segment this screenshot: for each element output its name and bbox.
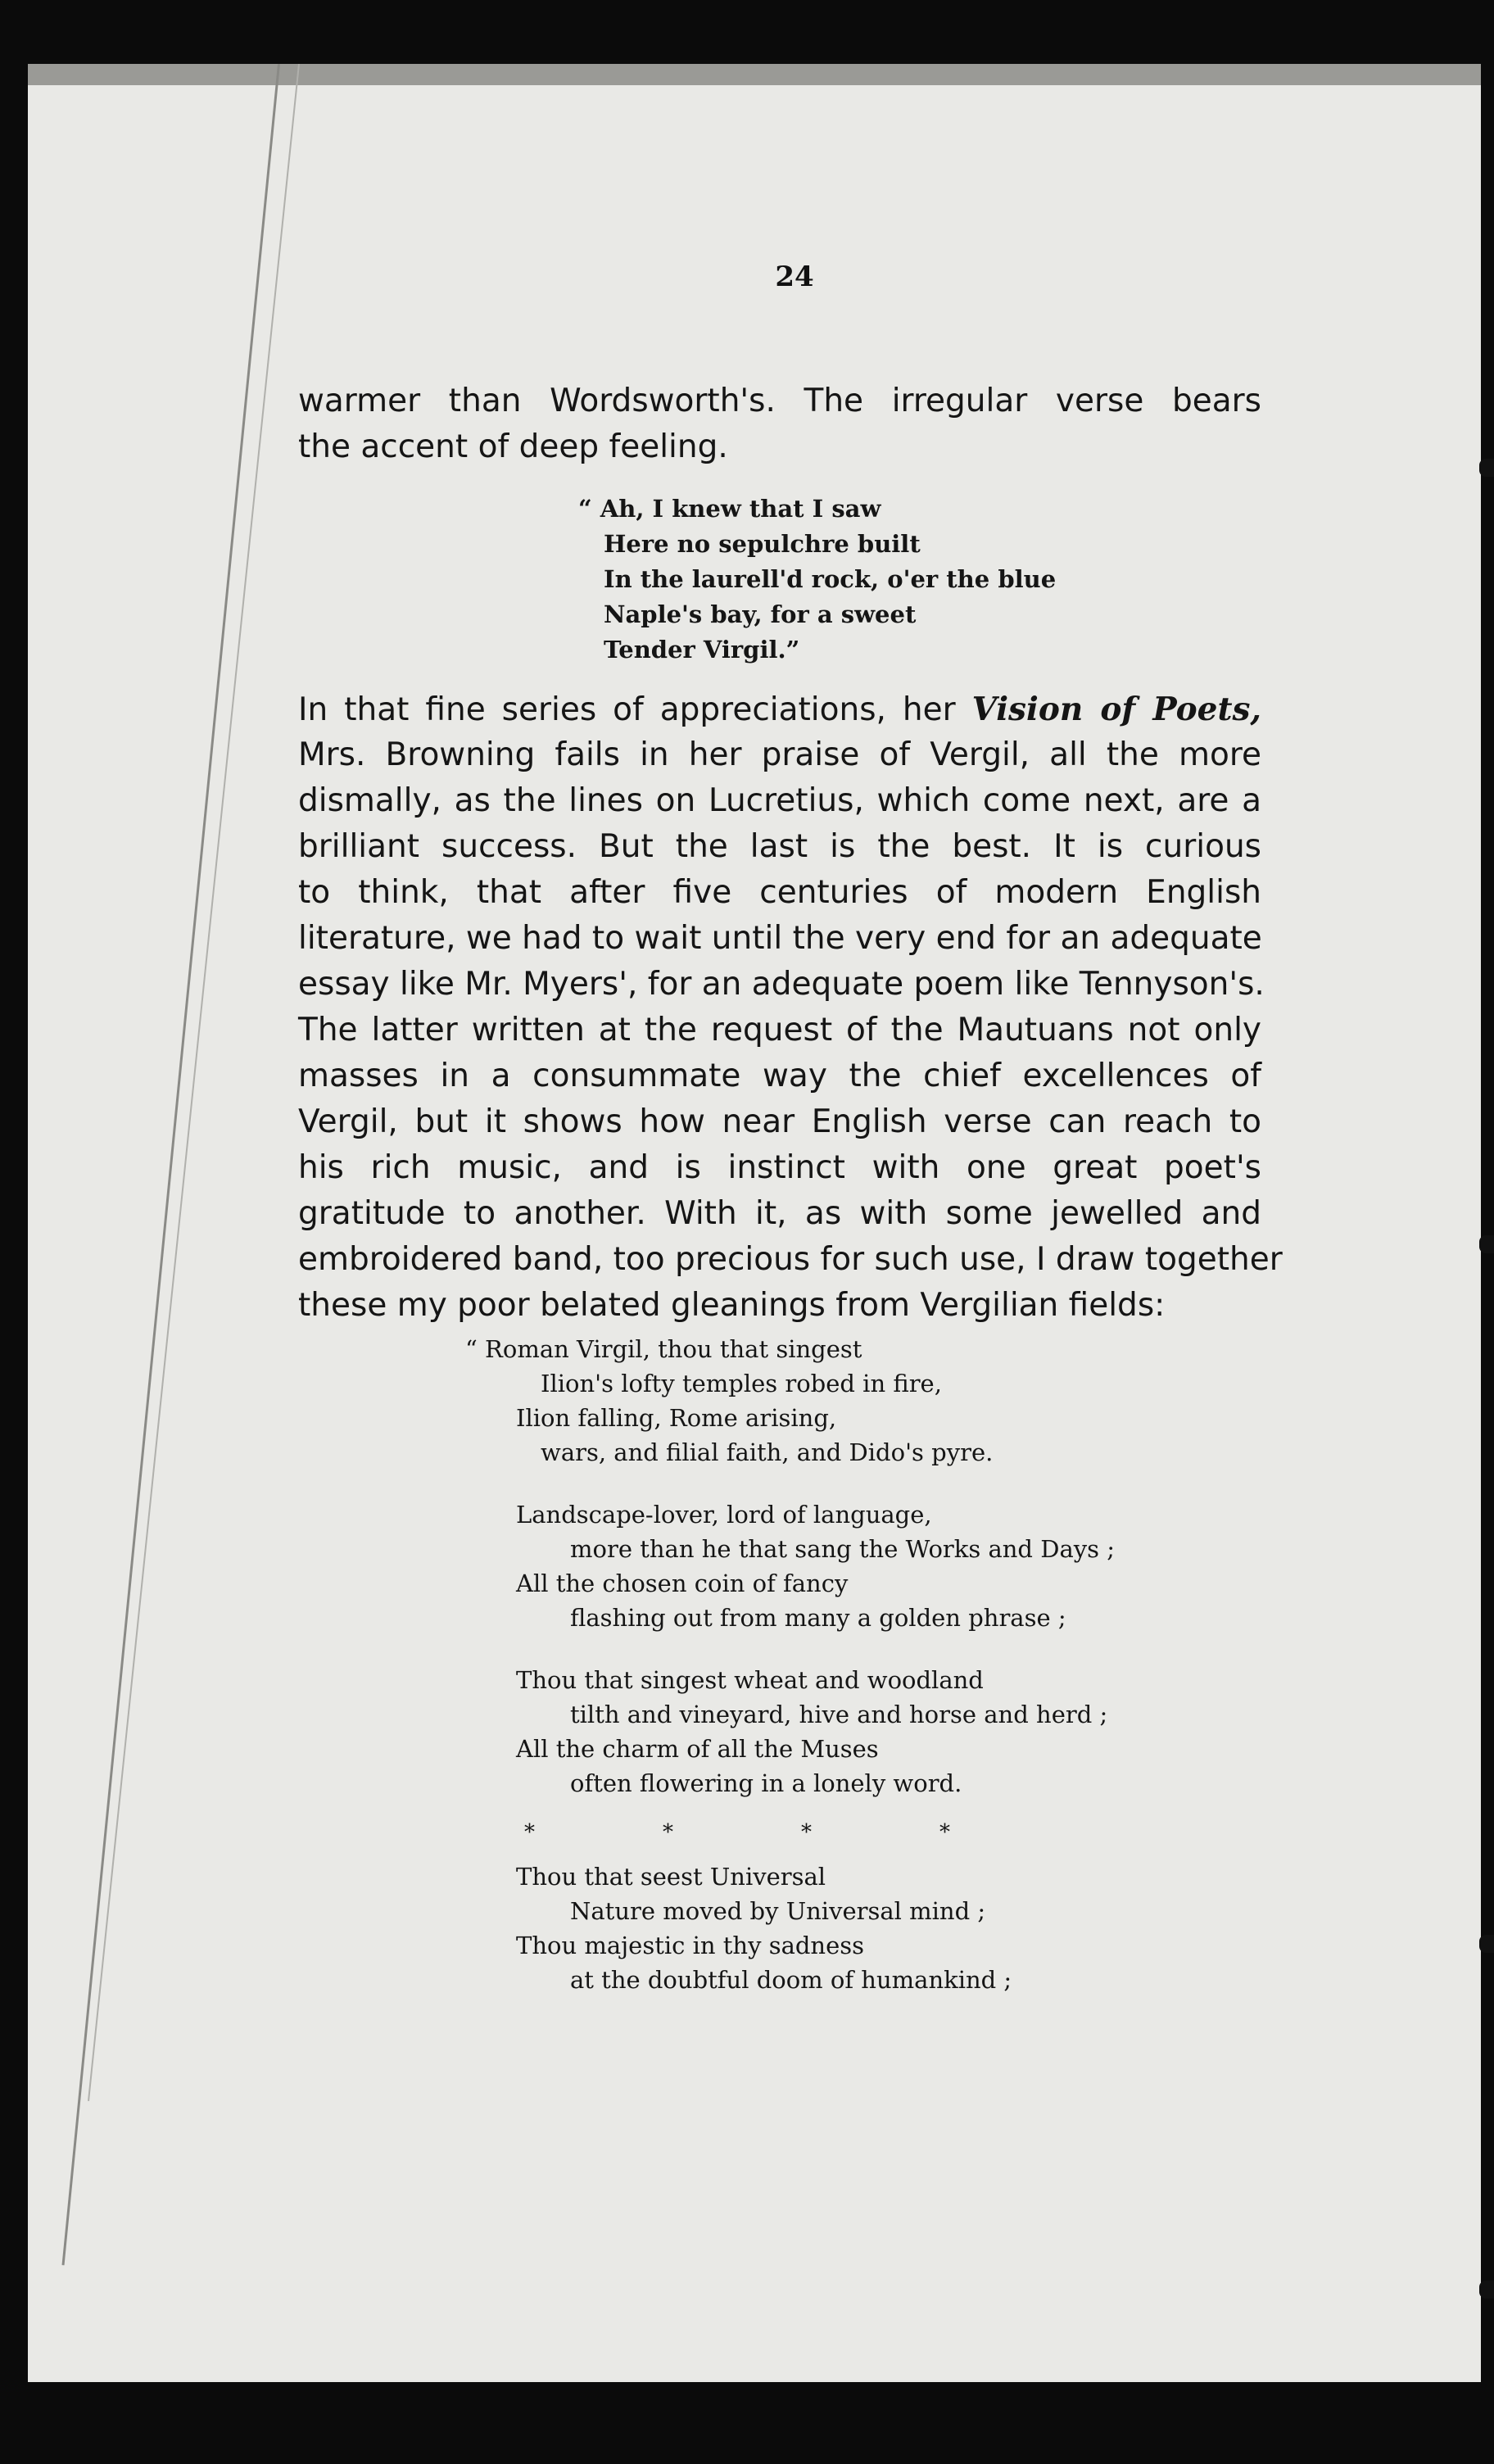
page-fold-line <box>62 64 280 2265</box>
verse-line: Nature moved by Universal mind ; <box>570 1897 986 1925</box>
opening-paragraph <box>298 378 1261 470</box>
verse-line: at the doubtful doom of humankind ; <box>570 1966 1012 1994</box>
binding-mark <box>1479 2281 1494 2299</box>
to-virgil-quote <box>465 1332 1115 1800</box>
verse-line: Thou that singest wheat and woodland <box>516 1666 984 1694</box>
tennyson-quote <box>578 491 1056 668</box>
verse-line: Ilion falling, Rome arising, <box>516 1404 837 1432</box>
binding-mark <box>1479 459 1494 477</box>
verse-line: Here no sepulchre built <box>604 530 921 558</box>
main-paragraph <box>298 686 1283 1329</box>
text-line: these my poor belated gleanings from Vergilian fields: <box>298 1287 1166 1324</box>
verse-line: often flowering in a lonely word. <box>570 1769 962 1797</box>
text-line: Vergil, but it shows how near English verse can reach to <box>298 1103 1261 1140</box>
verse-line: Landscape-lover, lord of language, <box>516 1501 932 1529</box>
verse-line: wars, and filial faith, and Dido's pyre. <box>541 1438 994 1466</box>
binding-mark <box>1479 1235 1494 1253</box>
page-number: 24 <box>775 260 814 293</box>
text-line: essay like Mr. Myers', for an adequate poem like Tennyson's. <box>298 966 1265 1003</box>
text-line: brilliant success. But the last is the best. It is curious <box>298 828 1261 865</box>
verse-line: Ilion's lofty temples robed in fire, <box>541 1370 942 1397</box>
text-line: his rich music, and is instinct with one great poet's <box>298 1149 1261 1186</box>
verse-line: flashing out from many a golden phrase ; <box>570 1604 1066 1632</box>
section-break-stars <box>524 1820 950 1845</box>
text-line: dismally, as the lines on Lucretius, which come next, are a <box>298 782 1261 819</box>
verse-line: more than he that sang the Works and Days ; <box>570 1535 1115 1563</box>
star-mark: * <box>524 1820 535 1845</box>
text-line: to think, that after five centuries of modern English <box>298 874 1261 911</box>
text-line: masses in a consummate way the chief excellences of <box>298 1058 1261 1094</box>
text-line: literature, we had to wait until the very end for an adequate <box>298 920 1262 957</box>
verse-line: All the charm of all the Muses <box>516 1735 879 1763</box>
verse-line: “ Roman Virgil, thou that singest <box>465 1335 862 1363</box>
star-mark: * <box>663 1820 673 1845</box>
text-line: warmer than Wordsworth's. The irregular verse bears <box>298 383 1261 419</box>
to-virgil-quote-continued <box>487 1859 1012 1997</box>
star-mark: * <box>939 1820 950 1845</box>
verse-line: In the laurell'd rock, o'er the blue <box>604 565 1057 593</box>
verse-line: Thou majestic in thy sadness <box>516 1932 865 1959</box>
binding-mark <box>1479 1935 1494 1953</box>
work-title: Vision of Poets, <box>971 691 1261 728</box>
text-line: embroidered band, too precious for such use, I draw together <box>298 1241 1283 1278</box>
text-line: Mrs. Browning fails in her praise of Vergil, all the more <box>298 736 1261 773</box>
text-line: the accent of deep feeling. <box>298 428 728 465</box>
verse-line: “ Ah, I knew that I saw <box>578 495 881 523</box>
verse-line: Naple's bay, for a sweet <box>604 600 917 628</box>
page-fold-shadow <box>88 64 300 2101</box>
text-line: The latter written at the request of the Mautuans not only <box>298 1012 1261 1049</box>
text-line <box>298 686 1261 732</box>
text-line: gratitude to another. With it, as with some jewelled and <box>298 1195 1261 1232</box>
verse-line: Thou that seest Universal <box>516 1863 826 1891</box>
verse-line: All the chosen coin of fancy <box>516 1569 849 1597</box>
star-mark: * <box>801 1820 812 1845</box>
text-fragment: In that fine series of appreciations, her <box>298 691 956 728</box>
verse-line: tilth and vineyard, hive and horse and herd ; <box>570 1701 1108 1728</box>
page-top-edge <box>28 64 1481 85</box>
verse-line: Tender Virgil.” <box>604 636 800 664</box>
